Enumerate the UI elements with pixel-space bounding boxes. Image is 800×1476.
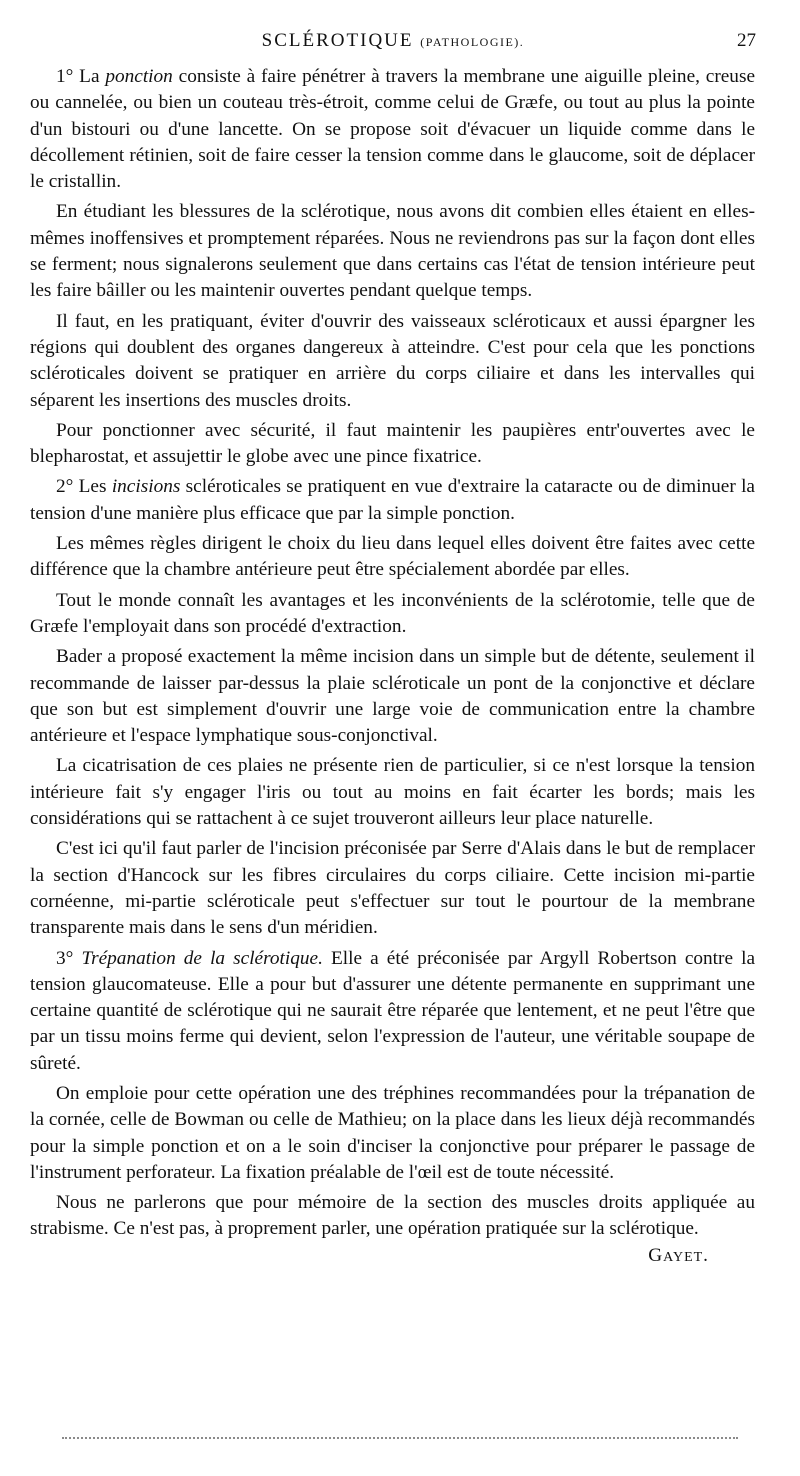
author-signature: Gayet. — [648, 1244, 709, 1266]
running-title-text: SCLÉROTIQUE — [261, 30, 414, 51]
paragraph — [30, 836, 755, 941]
paragraph-text: 2° Les — [56, 476, 112, 498]
paragraph-text: Il faut, en les pratiquant, éviter d'ouvrir des vaisseaux scléroticaux et aussi épargner les régions qui doublent des organes dangereux à atteindre. C'est pour cela que les ponctions scléroticales doivent se pratiquer en arrière du corps ciliaire et dans les intervalles qui séparent les insertions des muscles droits. — [30, 310, 755, 411]
page-header — [30, 30, 756, 54]
paragraph-text: La cicatrisation de ces plaies ne présente rien de particulier, si ce n'est lorsque la tension intérieure fait s'y engager l'iris ou tout au moins en fait écarter les bords; mais les considérations qui se rattachent à ce sujet trouveront ailleurs leur place naturelle. — [30, 755, 755, 830]
paragraph-emphasis: ponction — [105, 66, 173, 87]
page-number: 27 — [737, 30, 756, 51]
paragraph-text: scléroticales se pratiquent en vue d'extraire la cataracte ou de diminuer la tension d'une manière plus efficace que par la simple ponction. — [30, 476, 755, 524]
paragraph — [30, 474, 755, 527]
running-title — [30, 30, 756, 52]
paragraph-text: On emploie pour cette opération une des tréphines recommandées pour la trépanation de la cornée, celle de Bowman ou celle de Mathieu; on la place dans les lieux déjà recommandés pour la simple ponction et on a le soin d'inciser la conjonctive pour préparer le passage de l'instrument perforateur. La fixation préalable de l'œil est de toute nécessité. — [30, 1082, 755, 1183]
paragraph-text: Tout le monde connaît les avantages et les inconvénients de la sclérotomie, telle que de Græfe l'employait dans son procédé d'extraction. — [30, 589, 755, 637]
paragraph — [30, 418, 755, 471]
paragraph — [30, 753, 755, 832]
paragraph — [30, 1190, 755, 1266]
paragraph-text: consiste à faire pénétrer à travers la membrane une aiguille pleine, creuse ou cannelée, ou bien un couteau très-étroit, comme celui de Græfe, ou tout au plus la pointe d'un bistouri ou d'une lancette. On se propose soit d'évacuer un liquide comme dans le décollement rétinien, soit de faire cesser la tension comme dans le glaucome, soit de déplacer le cristallin. — [30, 66, 756, 193]
paragraph — [30, 64, 755, 195]
paragraph-text: En étudiant les blessures de la sclérotique, nous avons dit combien elles étaient en elles-mêmes inoffensives et promptement réparées. Nous ne reviendrons pas sur la façon dont elles se ferment; nous signalerons seulement que dans certains cas l'état de tension intérieure peut les faire bâiller ou les maintenir ouvertes pendant quelque temps. — [30, 201, 755, 302]
footer-rule — [62, 1437, 738, 1439]
paragraph — [30, 644, 755, 749]
paragraph — [30, 946, 755, 1077]
paragraph-text: Nous ne parlerons que pour mémoire de la section des muscles droits appliquée au strabisme. Ce n'est pas, à proprement parler, une opération pratiquée sur la sclérotique. — [30, 1192, 755, 1240]
paragraph — [30, 309, 755, 414]
running-subtitle: (PATHOLOGIE). — [420, 35, 525, 49]
paragraph — [30, 1081, 755, 1186]
paragraph — [30, 531, 755, 584]
paragraph-emphasis: incisions — [111, 476, 181, 498]
paragraph-emphasis: Trépanation de la sclérotique. — [81, 947, 323, 969]
paragraph — [30, 199, 755, 304]
paragraph-text: Les mêmes règles dirigent le choix du lieu dans lequel elles doivent être faites avec cette différence que la chambre antérieure peut être spécialement abordée par elles. — [30, 533, 755, 581]
paragraph-text: 1° La — [56, 66, 106, 87]
paragraph-text: C'est ici qu'il faut parler de l'incision préconisée par Serre d'Alais dans le but de remplacer la section d'Hancock sur les fibres circulaires du corps ciliaire. Cette incision mi-partie cornéenne, mi-partie scléroticale peut s'effectuer sur tout le pourtour de la membrane transparente mais dans le sens d'un méridien. — [30, 838, 755, 939]
paragraph-text: Pour ponctionner avec sécurité, il faut maintenir les paupières entr'ouvertes avec le blepharostat, et assujettir le globe avec une pince fixatrice. — [30, 419, 755, 468]
body-text — [30, 64, 755, 1269]
paragraph-text: Elle a été préconisée par Argyll Robertson contre la tension glaucomateuse. Elle a pour but d'assurer une détente permanente en supprimant une certaine quantité de sclérotique qui ne saurait être réparée que lentement, et ne peut l'être que par un tissu moins ferme qui devient, selon l'expression de l'auteur, une véritable soupape de sûreté. — [30, 947, 756, 1074]
paragraph — [30, 588, 755, 641]
paragraph-text: 3° — [56, 947, 82, 969]
paragraph-text: Bader a proposé exactement la même incision dans un simple but de détente, seulement il recommande de laisser par-dessus la plaie scléroticale un pont de la conjonctive et déclare que son but est simplement d'ouvrir une large voie de communication entre la chambre antérieure et l'espace lymphatique sous-conjonctival. — [30, 646, 755, 747]
